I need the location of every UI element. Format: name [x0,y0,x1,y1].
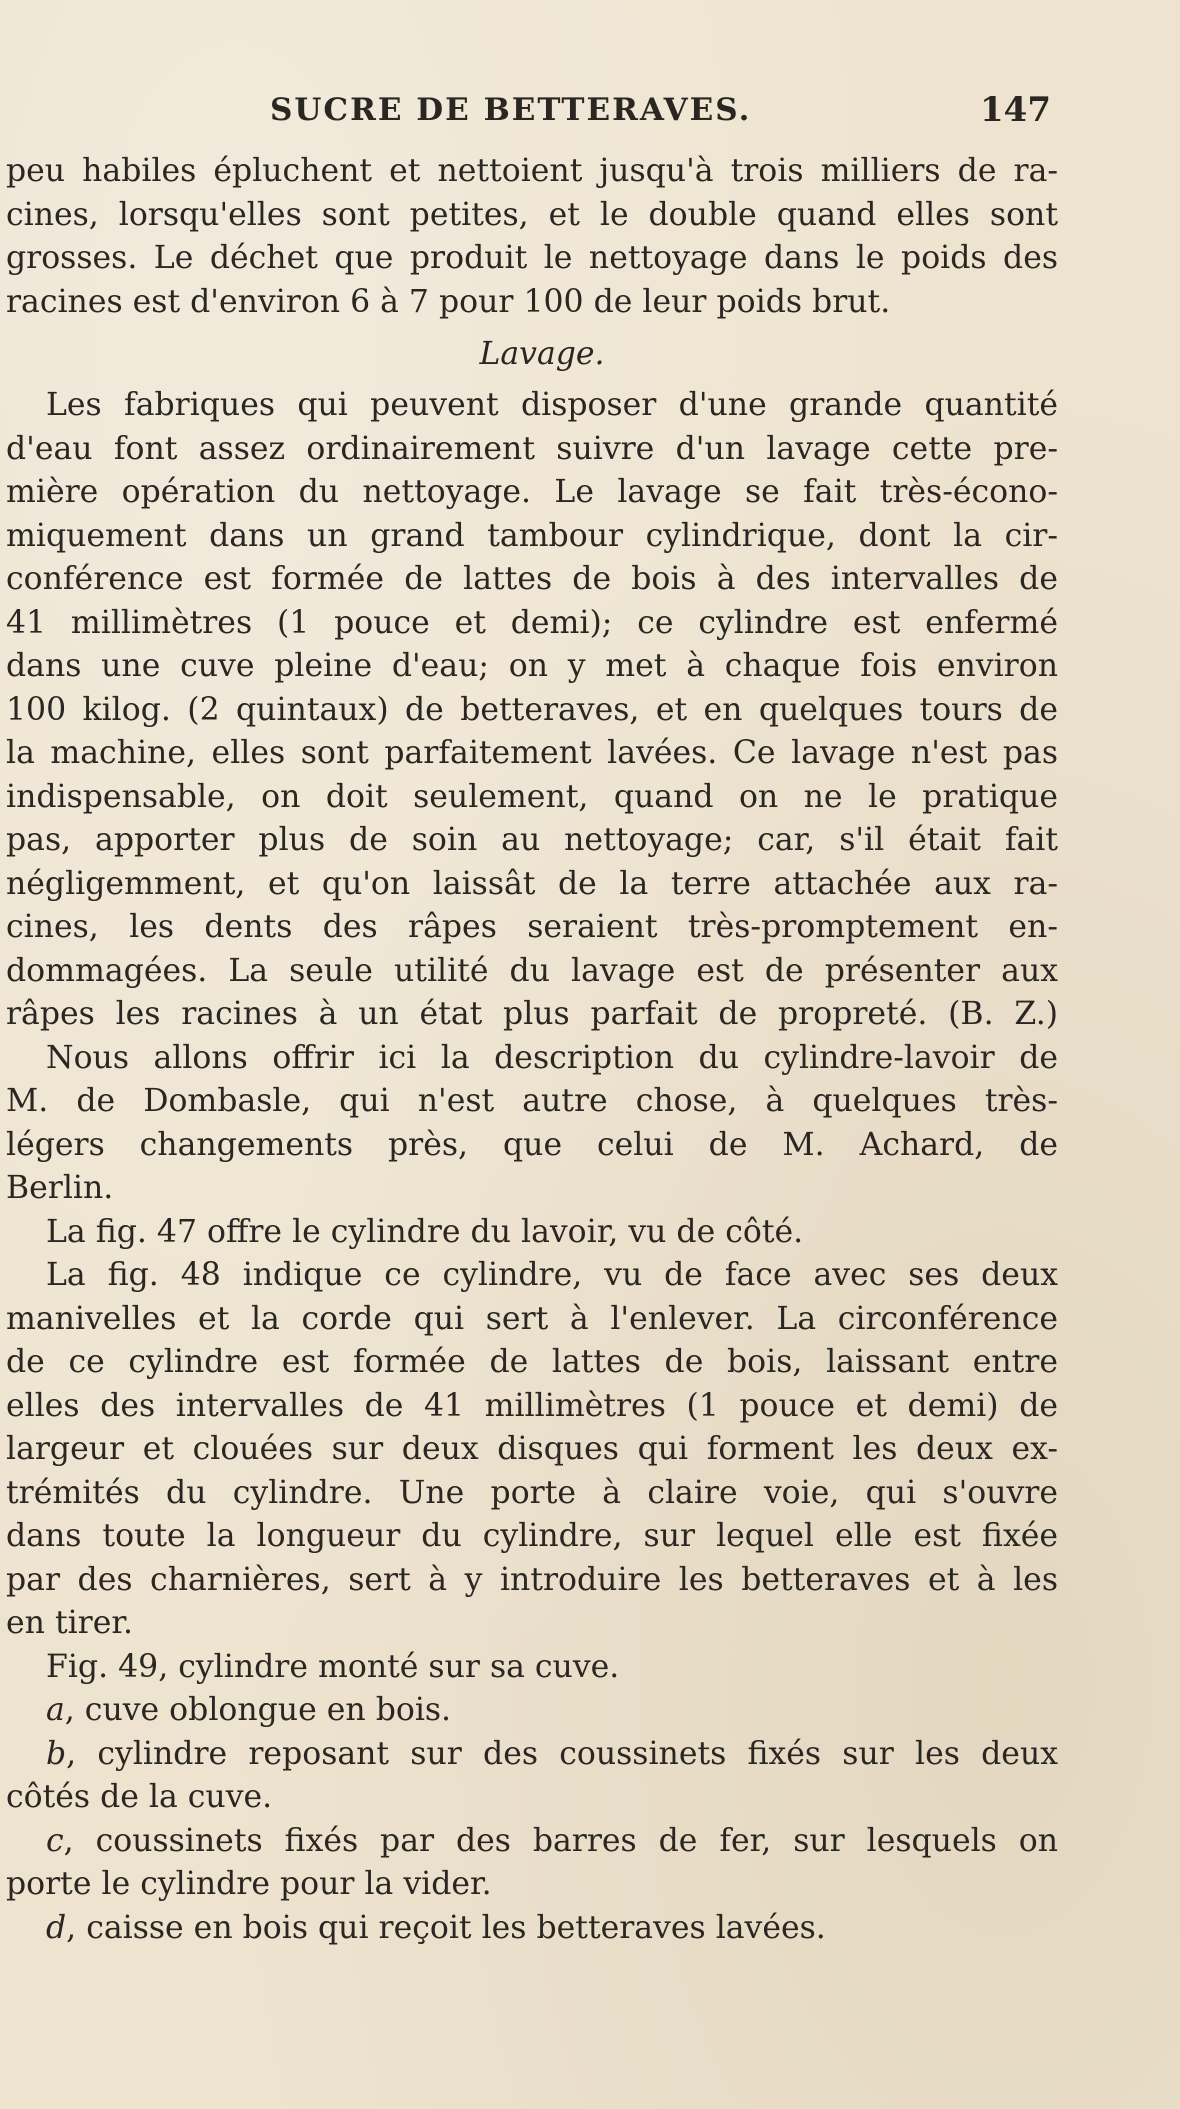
legend-letter: c [46,1822,64,1859]
legend-item-a [6,1689,1058,1733]
legend-item-c [6,1820,1058,1864]
legend-item-b [6,1733,1058,1777]
text-line: porte le cylindre pour la vider. [6,1866,492,1902]
text-line: manivelles et la corde qui sert à l'enlever. La circonférence [6,1300,1058,1337]
figure-caption-47: La fig. 47 offre le cylindre du lavoir, vu de côté. [46,1213,804,1250]
section-heading: Lavage. [479,336,605,372]
text-line: cines, lorsqu'elles sont petites, et le double quand elles sont [6,196,1058,233]
text-line: trémités du cylindre. Une porte à claire voie, qui s'ouvre [6,1474,1058,1511]
text-line: 41 millimètres (1 pouce et demi); ce cylindre est enfermé [6,604,1058,641]
text-line: dans une cuve pleine d'eau; on y met à chaque fois environ [6,648,1058,684]
legend-text: , cuve oblongue en bois. [64,1692,452,1728]
legend-text: , cylindre reposant sur des coussinets fixés sur les deux [66,1735,1058,1772]
text-line: dans toute la longueur du cylindre, sur lequel elle est fixée [6,1518,1058,1554]
text-line: Les fabriques qui peuvent disposer d'une grande quantité [46,387,1058,423]
page-number: 147 [980,90,1051,130]
text-line: râpes les racines à un état plus parfait de propreté. (B. Z.) [6,996,1058,1032]
text-line: la machine, elles sont parfaitement lavées. Ce lavage n'est pas [6,735,1058,771]
legend-item-d [6,1907,1058,1951]
text-line: Berlin. [6,1170,114,1206]
text-line: d'eau font assez ordinairement suivre d'un lavage cette pre- [6,430,1058,467]
legend-letter: a [46,1692,65,1728]
text-line: par des charnières, sert à y introduire les betteraves et à les [6,1561,1058,1598]
legend-text: , coussinets fixés par des barres de fer, sur lesquels on [63,1822,1058,1859]
text-line: légers changements près, que celui de M. Achard, de [6,1126,1058,1163]
text-line: en tirer. [6,1605,133,1641]
text-line: pas, apporter plus de soin au nettoyage; car, s'il était fait [6,822,1058,858]
text-line: racines est d'environ 6 à 7 pour 100 de leur poids brut. [6,283,891,320]
text-line: M. de Dombasle, qui n'est autre chose, à quelques très- [6,1083,1058,1119]
legend-letter: b [46,1735,67,1772]
text-line: cines, les dents des râpes seraient très-promptement en- [6,909,1058,945]
text-line: Nous allons offrir ici la description du cylindre-lavoir de [46,1039,1058,1076]
figure-caption-49: Fig. 49, cylindre monté sur sa cuve. [46,1648,620,1685]
text-line: de ce cylindre est formée de lattes de bois, laissant entre [6,1344,1058,1380]
text-line: dommagées. La seule utilité du lavage est de présenter aux [6,952,1058,989]
text-line: conférence est formée de lattes de bois à des intervalles de [6,561,1058,597]
text-line: 100 kilog. (2 quintaux) de betteraves, et en quelques tours de [6,691,1058,728]
text-line: largeur et clouées sur deux disques qui forment les deux ex- [6,1431,1058,1467]
text-line: grosses. Le déchet que produit le nettoyage dans le poids des [6,240,1058,276]
text-line: indispensable, on doit seulement, quand on ne le pratique [6,778,1058,815]
text-line: miquement dans un grand tambour cylindrique, dont la cir- [6,517,1058,554]
text-line: peu habiles épluchent et nettoient jusqu'à trois milliers de ra- [6,153,1058,189]
legend-letter: d [46,1909,67,1946]
text-line: La fig. 48 indique ce cylindre, vu de face avec ses deux [46,1257,1058,1293]
text-line: négligemment, et qu'on laissât de la terre attachée aux ra- [6,865,1058,902]
text-line: elles des intervalles de 41 millimètres (1 pouce et demi) de [6,1387,1058,1424]
text-line: mière opération du nettoyage. Le lavage se fait très-écono- [6,474,1058,510]
body-text [6,150,1058,1950]
legend-text: , caisse en bois qui reçoit les betteraves lavées. [66,1909,826,1946]
text-line: côtés de la cuve. [6,1779,273,1815]
running-head-title: SUCRE DE BETTERAVES. [270,92,752,128]
running-head [0,92,1180,142]
